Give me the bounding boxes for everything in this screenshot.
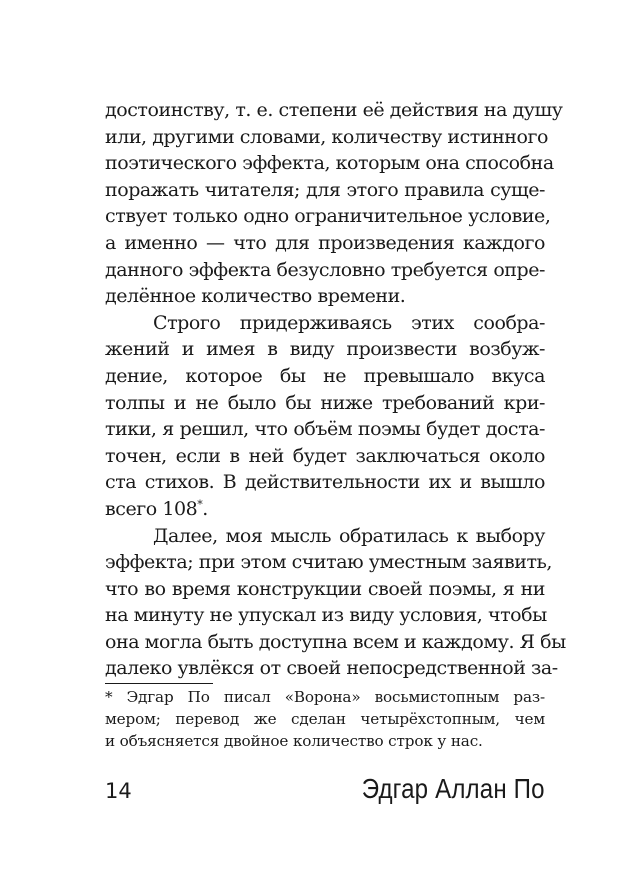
text-line: а именно — что для произведения каждого	[105, 231, 545, 254]
text-line: на минуту не упускал из виду условия, чтобы	[105, 604, 547, 627]
text-line: поражать читателя; для этого правила суще-	[105, 178, 545, 201]
text-line: что во время конструкции своей поэмы, я ни	[105, 577, 545, 600]
text-line: толпы и не было бы ниже требований кри-	[105, 391, 545, 414]
text-line: поэтического эффекта, которым она способна	[105, 152, 554, 175]
text-line: ста стихов. В действительности их и вышло	[105, 471, 545, 494]
footnote-line: мером; перевод же сделан четырёхстопным, чем	[105, 710, 545, 728]
text-fragment: .	[202, 497, 208, 520]
page-number: 14	[105, 779, 132, 803]
text-line: достоинству, т. е. степени её действия на душу	[105, 99, 563, 121]
footnote-divider	[105, 683, 213, 684]
text-line	[105, 496, 545, 523]
text-line: или, другими словами, количеству истинного	[105, 125, 548, 148]
text-line: данного эффекта безусловно требуется опре-	[105, 258, 545, 281]
footnote-line: и объясняется двойное количество строк у нас.	[105, 732, 483, 750]
footnote-line: * Эдгар По писал «Ворона» восьмистопным раз-	[105, 688, 545, 706]
text-line: точен, если в ней будет заключаться около	[105, 444, 545, 467]
text-line: жений и имея в виду произвести возбуж-	[105, 338, 545, 361]
text-line: Строго придерживаясь этих сообра-	[153, 311, 545, 334]
running-footer-author: Эдгар Аллан По	[362, 773, 545, 804]
text-line: делённое количество времени.	[105, 285, 406, 308]
text-line: она могла быть доступна всем и каждому. Я бы	[105, 630, 566, 653]
text-fragment: всего 108	[105, 497, 198, 520]
main-text	[105, 97, 566, 682]
text-line: дение, которое бы не превышало вкуса	[105, 364, 545, 387]
text-line: далеко увлёкся от своей непосредственной за-	[105, 657, 558, 680]
footnote-reference: *	[197, 497, 203, 511]
text-line: Далее, моя мысль обратилась к выбору	[153, 524, 545, 547]
text-line: ствует только одно ограничительное условие,	[105, 205, 551, 228]
text-line: эффекта; при этом считаю уместным заявить,	[105, 551, 552, 574]
footnote	[105, 686, 545, 752]
text-line: тики, я решил, что объём поэмы будет доста-	[105, 418, 545, 441]
